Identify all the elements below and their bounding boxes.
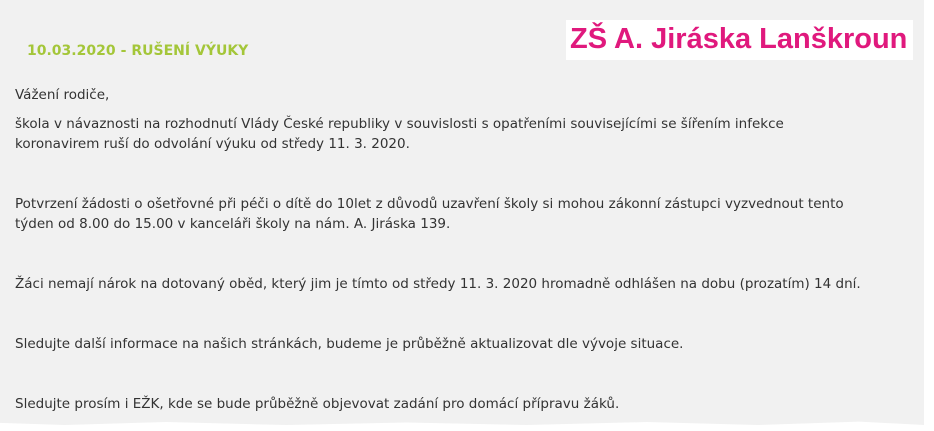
paragraph-line: Potvrzení žádosti o ošetřovné při péči o dítě do 10let z důvodů uzavření školy si mohou zákonní zástupci vyzvednout tento: [15, 196, 844, 212]
paragraph-line: Žáci nemají nárok na dotovaný oběd, který jim je tímto od středy 11. 3. 2020 hromadně odhlášen na dobu (prozatím) 14 dní.: [15, 276, 861, 292]
title-separator: -: [120, 43, 127, 59]
paragraph-line: koronavirem ruší do odvolání výuku od středy 11. 3. 2020.: [15, 136, 410, 152]
paragraph-line: škola v návaznosti na rozhodnutí Vlády České republiky v souvislosti s opatřeními souvisejícími se šířením infekce: [15, 116, 784, 132]
paragraph-line: Sledujte další informace na našich stránkách, budeme je průběžně aktualizovat dle vývoje situace.: [15, 336, 684, 352]
article-date: 10.03.2020: [27, 43, 116, 59]
article-title: RUŠENÍ VÝUKY: [131, 43, 249, 59]
paragraph-closure-notice: [15, 114, 920, 154]
paragraph-line: týden od 8.00 do 15.00 v kanceláři školy na nám. A. Jiráska 139.: [15, 216, 451, 232]
paragraph-ezk: [15, 394, 920, 414]
paragraph-care-allowance: [15, 194, 920, 234]
paragraph-line: Sledujte prosím i EŽK, kde se bude průběžně objevovat zadání pro domácí přípravu žáků.: [15, 396, 620, 412]
paragraph-follow-updates: [15, 334, 920, 354]
school-name-label: ZŠ A. Jiráska Lanškroun: [566, 20, 913, 60]
salutation: Vážení rodiče,: [15, 87, 110, 103]
article-body: [15, 85, 920, 414]
paragraph-lunch-cancel: [15, 274, 920, 294]
article-header: [27, 42, 248, 60]
